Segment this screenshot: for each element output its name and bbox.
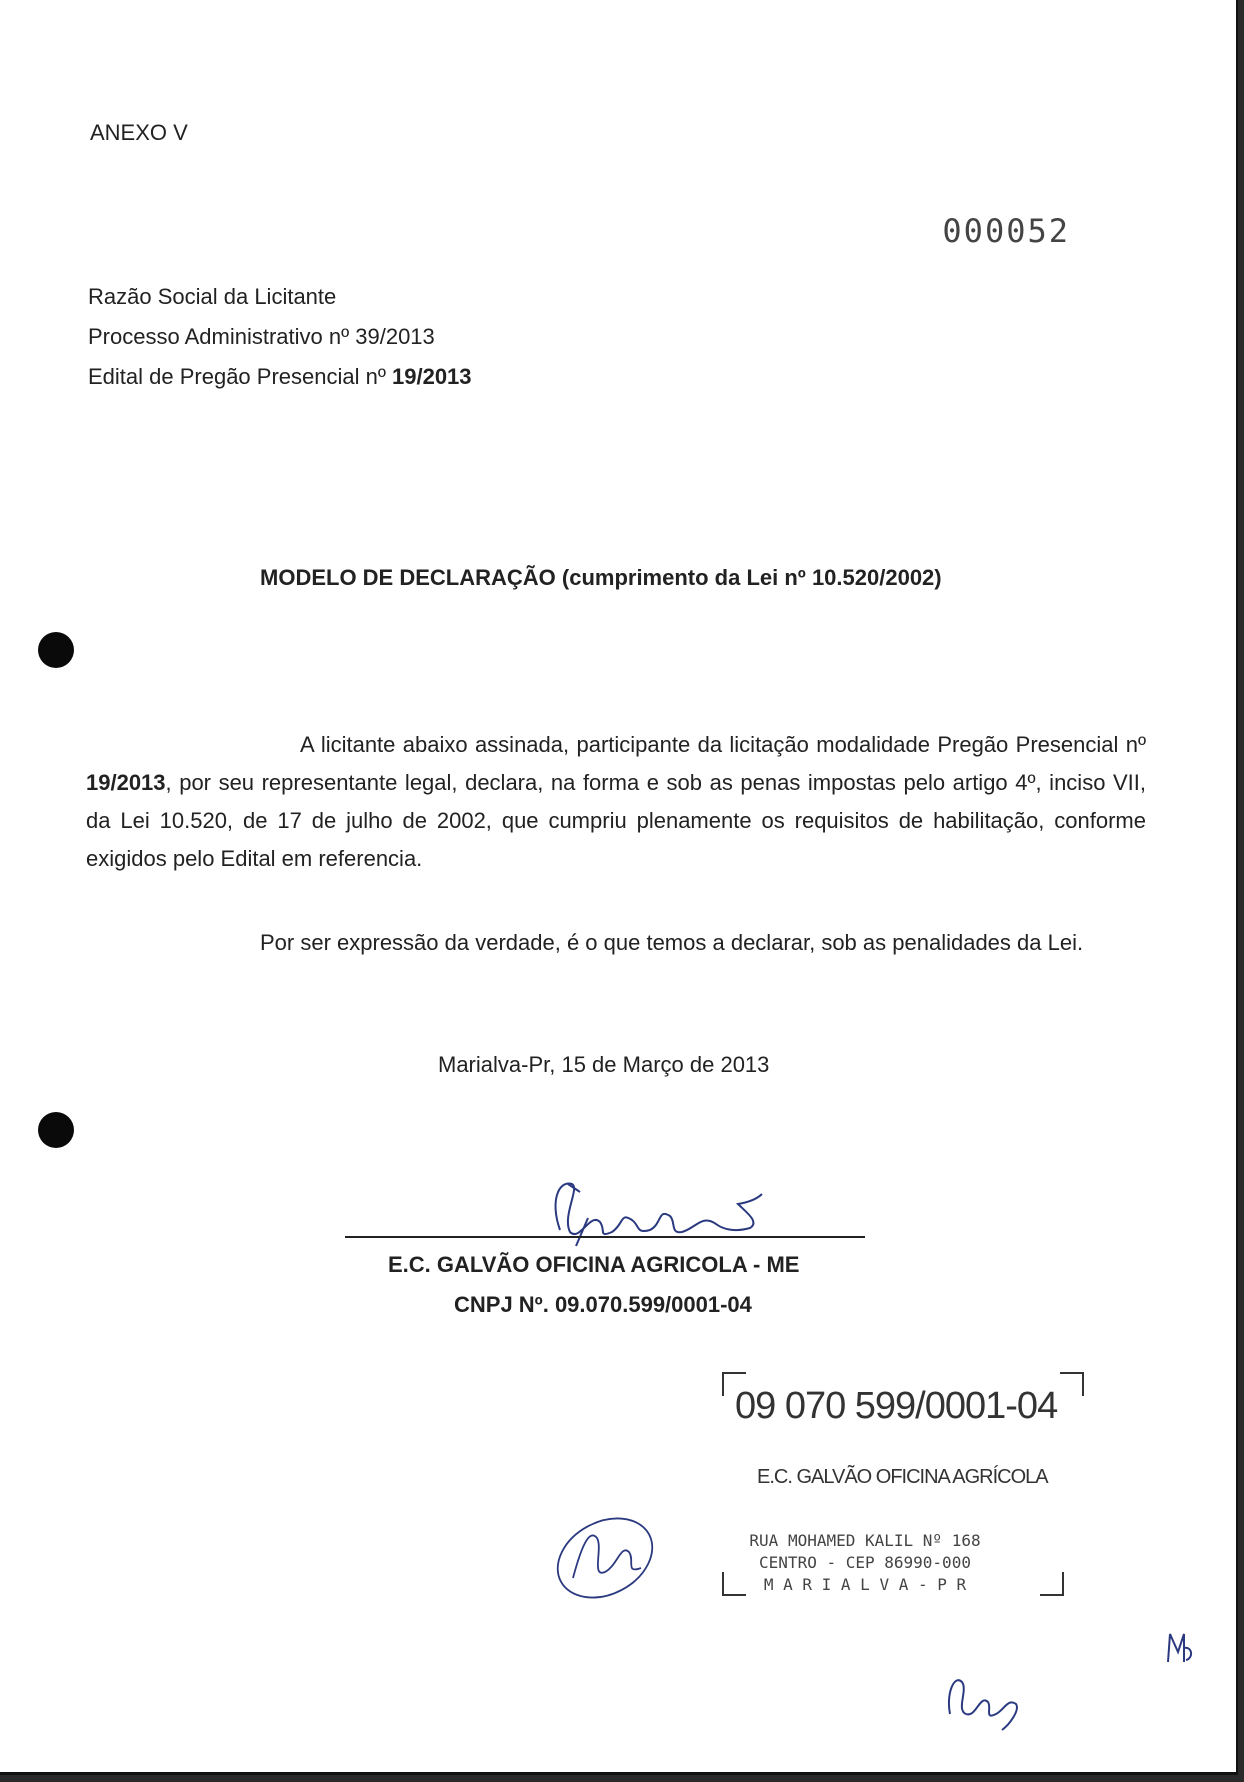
stamp-address-city: M A R I A L V A - P R (763, 1575, 967, 1594)
page-number-stamp: 000052 (942, 212, 1070, 250)
rubric-initials (545, 1508, 665, 1608)
stamp-address (720, 1530, 1010, 1596)
declaration-part2: , por seu representante legal, declara, na forma e sob as penas impostas pelo artigo 4º, inciso VII, da Lei 10.520, de 17 de julho de 2002, que cumpriu plenamente os requisitos de habilitação, conforme exigidos pelo Edital em referencia. (86, 770, 1146, 871)
stamp-address-street: RUA MOHAMED KALIL Nº 168 (749, 1531, 981, 1550)
declaration-edital-number: 19/2013 (86, 770, 166, 795)
handwritten-signature (540, 1172, 780, 1252)
edital-number: 19/2013 (392, 364, 472, 389)
stamp-cnpj: 09 070 599/0001-04 (735, 1385, 1058, 1427)
closing-statement: Por ser expressão da verdade, é o que temos a declarar, sob as penalidades da Lei. (260, 930, 1084, 955)
document-title: MODELO DE DECLARAÇÃO (cumprimento da Lei nº 10.520/2002) (260, 565, 942, 590)
stamp-corner-bottom-right (1040, 1572, 1064, 1596)
place-date: Marialva-Pr, 15 de Março de 2013 (438, 1052, 770, 1077)
header-company-name: Razão Social da Licitante (88, 284, 337, 309)
stamp-address-cep: CENTRO - CEP 86990-000 (759, 1553, 971, 1572)
header-process-number: Processo Administrativo nº 39/2013 (88, 324, 435, 349)
page-initials (940, 1664, 1030, 1734)
header-edital-number (88, 364, 472, 390)
punch-hole-top (38, 632, 74, 668)
stamp-corner-top-right (1060, 1372, 1084, 1396)
margin-initials (1162, 1628, 1198, 1668)
signer-company: E.C. GALVÃO OFICINA AGRICOLA - ME (388, 1252, 800, 1277)
declaration-part1: A licitante abaixo assinada, participante da licitação modalidade Pregão Presencial nº (300, 732, 1146, 757)
declaration-paragraph (86, 726, 1146, 878)
punch-hole-bottom (38, 1112, 74, 1148)
stamp-company-name: E.C. GALVÃO OFICINA AGRÍCOLA (757, 1466, 1048, 1488)
signer-cnpj: CNPJ Nº. 09.070.599/0001-04 (454, 1292, 752, 1317)
signature-line (345, 1236, 865, 1238)
edital-prefix: Edital de Pregão Presencial nº (88, 364, 392, 389)
annex-label: ANEXO V (90, 120, 188, 145)
